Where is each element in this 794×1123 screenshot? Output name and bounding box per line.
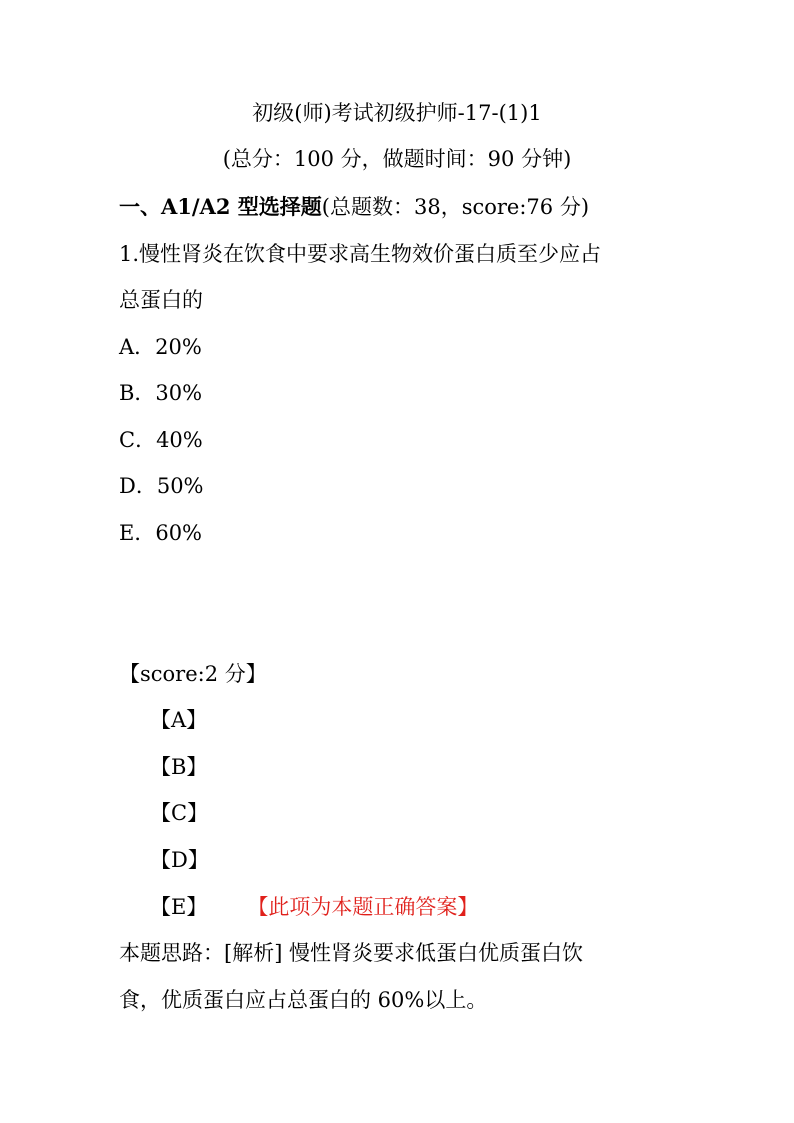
option-a: A．20% xyxy=(119,335,202,359)
explanation-line-2: 食，优质蛋白应占总蛋白的 60%以上。 xyxy=(119,988,488,1012)
option-d: D．50% xyxy=(119,474,204,498)
section-info: (总题数：38，score:76 分) xyxy=(321,195,590,219)
option-b: B．30% xyxy=(119,381,203,405)
answer-choice-d: 【D】 xyxy=(150,848,209,872)
correct-answer-note: 【此项为本题正确答案】 xyxy=(247,895,479,919)
explanation-line-1: 本题思路：[解析] 慢性肾炎要求低蛋白优质蛋白饮 xyxy=(119,941,584,965)
section-heading: 一、A1/A2 型选择题 xyxy=(119,194,322,219)
answer-score: 【score:2 分】 xyxy=(119,662,267,686)
answer-choice-a: 【A】 xyxy=(150,708,208,732)
document-subtitle: (总分：100 分，做题时间：90 分钟) xyxy=(222,147,572,171)
answer-choice-e: 【E】 xyxy=(150,895,208,919)
section-header xyxy=(119,193,589,221)
option-c: C．40% xyxy=(119,428,203,452)
question-text-line-2: 总蛋白的 xyxy=(119,288,203,312)
answer-choice-c: 【C】 xyxy=(150,801,209,825)
answer-choice-b: 【B】 xyxy=(150,755,208,779)
option-e: E．60% xyxy=(119,521,203,545)
question-text-line-1: 1.慢性肾炎在饮食中要求高生物效价蛋白质至少应占 xyxy=(119,242,602,266)
answer-choice-e-row xyxy=(150,893,478,921)
document-title: 初级(师)考试初级护师-17-(1)1 xyxy=(252,101,542,125)
